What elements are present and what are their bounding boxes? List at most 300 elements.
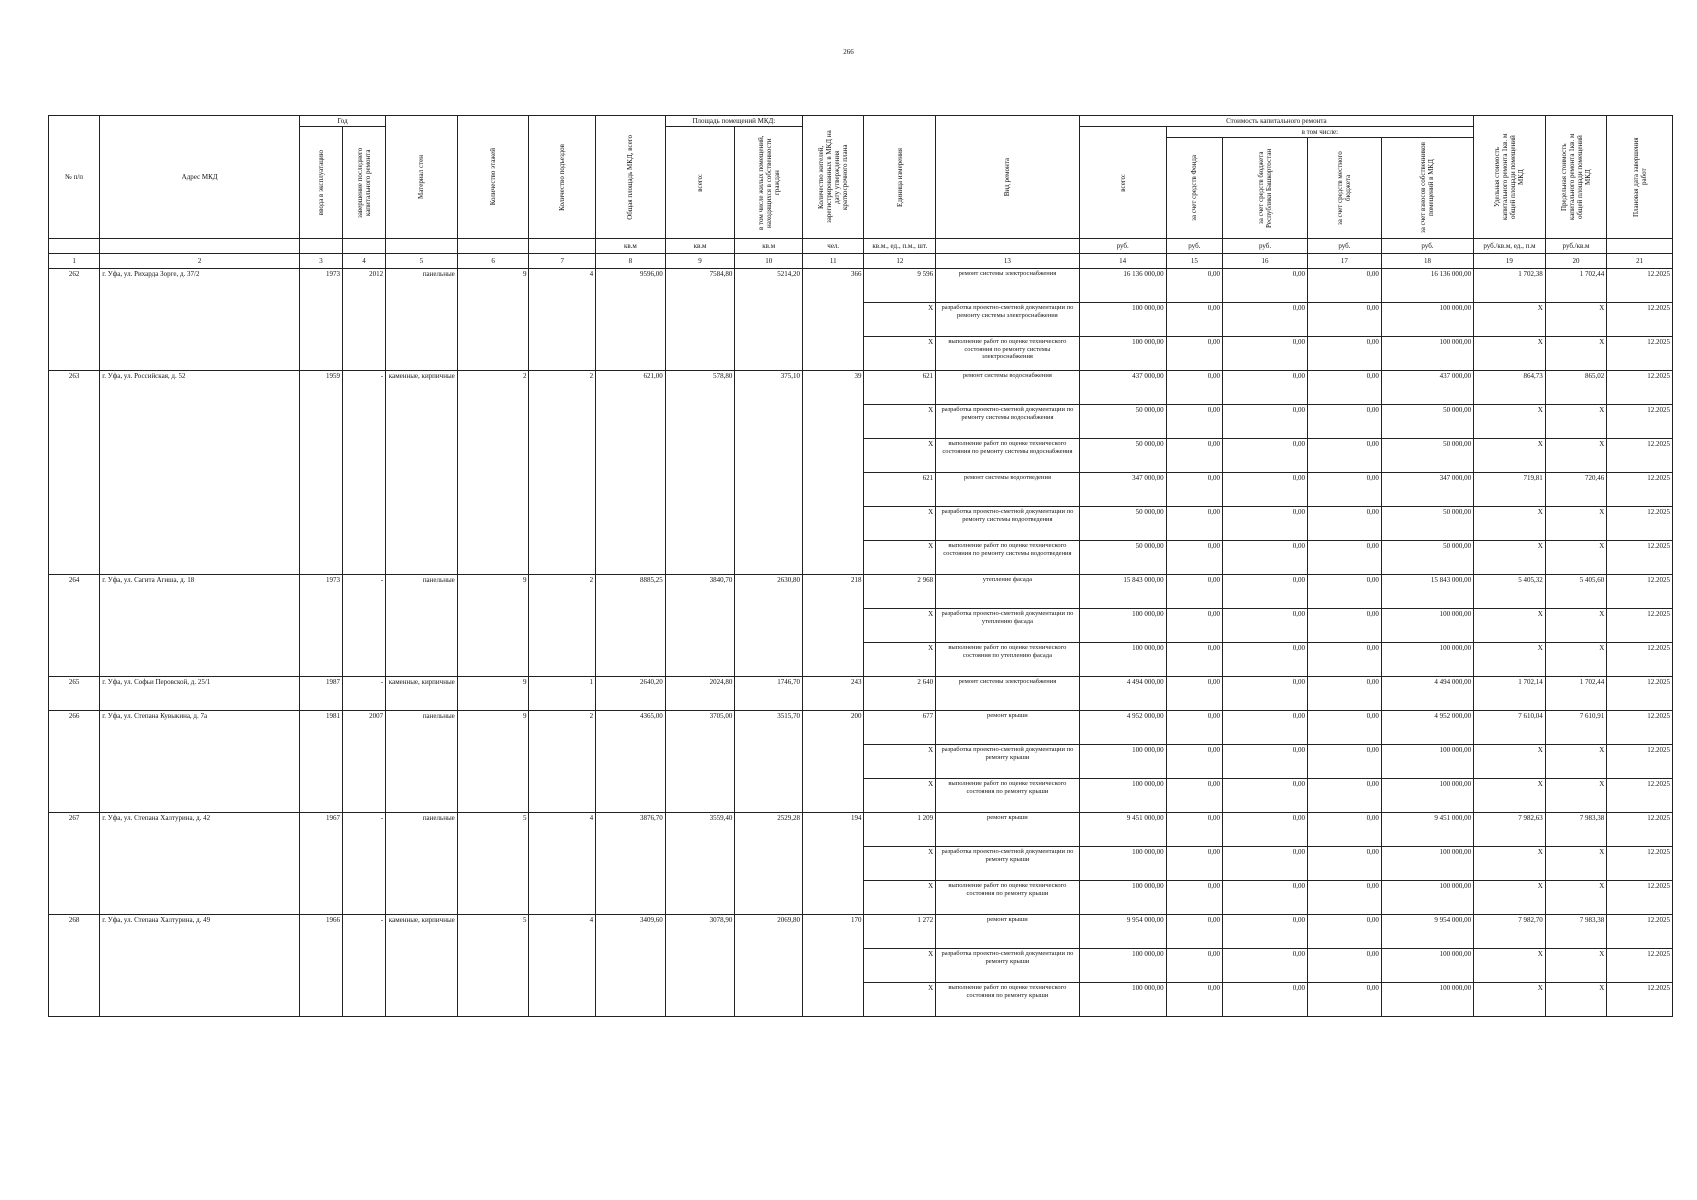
table-row — [49, 269, 1673, 303]
cost-local: 0,00 — [1308, 473, 1382, 507]
column-number-cell: 6 — [457, 254, 529, 269]
cost-fund: 0,00 — [1166, 541, 1222, 575]
quantity: X — [864, 507, 936, 541]
cost-local: 0,00 — [1308, 779, 1382, 813]
limit-cost: X — [1545, 881, 1606, 915]
work-type: выполнение работ по оценке технического состояния по ремонту системы водоснабжения — [936, 439, 1079, 473]
total-area: 4365,00 — [596, 711, 666, 813]
cost-total: 50 000,00 — [1079, 439, 1166, 473]
cost-local: 0,00 — [1308, 371, 1382, 405]
cost-republic: 0,00 — [1223, 405, 1308, 439]
cost-fund: 0,00 — [1166, 609, 1222, 643]
cost-owners: 100 000,00 — [1381, 609, 1473, 643]
private-area: 5214,20 — [735, 269, 803, 371]
planned-date: 12.2025 — [1607, 711, 1673, 745]
private-area: 2529,28 — [735, 813, 803, 915]
unit-cell — [936, 239, 1079, 254]
quantity: X — [864, 643, 936, 677]
work-type: разработка проектно-сметной документации по ремонту системы электроснабжения — [936, 303, 1079, 337]
cost-total: 437 000,00 — [1079, 371, 1166, 405]
cost-owners: 100 000,00 — [1381, 745, 1473, 779]
cost-owners: 50 000,00 — [1381, 541, 1473, 575]
unit-cell: кв.м — [735, 239, 803, 254]
cost-owners: 50 000,00 — [1381, 439, 1473, 473]
limit-cost: 7 983,38 — [1545, 813, 1606, 847]
total-area: 8885,25 — [596, 575, 666, 677]
header-work-type: Вид ремонта — [936, 116, 1079, 239]
work-type: выполнение работ по оценке технического состояния по ремонту крыши — [936, 779, 1079, 813]
floors: 9 — [457, 269, 529, 371]
work-type: разработка проектно-сметной документации по ремонту системы водоснабжения — [936, 405, 1079, 439]
unit-cost: X — [1474, 541, 1546, 575]
page-number: 266 — [843, 48, 854, 56]
limit-cost: X — [1545, 745, 1606, 779]
cost-fund: 0,00 — [1166, 915, 1222, 949]
row-number: 268 — [49, 915, 100, 1017]
quantity: X — [864, 949, 936, 983]
cost-total: 100 000,00 — [1079, 643, 1166, 677]
unit-cost: X — [1474, 405, 1546, 439]
cost-owners: 100 000,00 — [1381, 303, 1473, 337]
column-number-cell: 10 — [735, 254, 803, 269]
cost-republic: 0,00 — [1223, 949, 1308, 983]
cost-fund: 0,00 — [1166, 507, 1222, 541]
cost-republic: 0,00 — [1223, 881, 1308, 915]
unit-cell: руб. — [1308, 239, 1382, 254]
address: г. Уфа, ул. Рихарда Зорге, д. 37/2 — [100, 269, 300, 371]
unit-cell: руб. — [1079, 239, 1166, 254]
unit-cost: X — [1474, 507, 1546, 541]
quantity: X — [864, 541, 936, 575]
unit-cost: X — [1474, 745, 1546, 779]
row-number: 262 — [49, 269, 100, 371]
residents: 194 — [803, 813, 864, 915]
header-address: Адрес МКД — [100, 116, 300, 239]
unit-cost: 7 610,04 — [1474, 711, 1546, 745]
cost-local: 0,00 — [1308, 915, 1382, 949]
cost-fund: 0,00 — [1166, 439, 1222, 473]
column-numbers-row — [49, 254, 1673, 269]
cost-total: 4 952 000,00 — [1079, 711, 1166, 745]
header-residents: Количество жителей, зарегистрированных в МКД на дату утверждения краткосрочного плана — [803, 116, 864, 239]
cost-fund: 0,00 — [1166, 813, 1222, 847]
row-number: 267 — [49, 813, 100, 915]
cost-republic: 0,00 — [1223, 643, 1308, 677]
cost-total: 9 954 000,00 — [1079, 915, 1166, 949]
limit-cost: X — [1545, 983, 1606, 1017]
column-number-cell: 19 — [1474, 254, 1546, 269]
cost-fund: 0,00 — [1166, 473, 1222, 507]
cost-local: 0,00 — [1308, 847, 1382, 881]
unit-cost: 864,73 — [1474, 371, 1546, 405]
work-type: разработка проектно-сметной документации по ремонту крыши — [936, 745, 1079, 779]
planned-date: 12.2025 — [1607, 609, 1673, 643]
cost-local: 0,00 — [1308, 643, 1382, 677]
limit-cost: X — [1545, 541, 1606, 575]
capital-repair-table — [48, 115, 1673, 1017]
unit-cost: 7 982,63 — [1474, 813, 1546, 847]
column-number-cell: 2 — [100, 254, 300, 269]
cost-total: 347 000,00 — [1079, 473, 1166, 507]
header-cost-fund: за счет средств Фонда — [1166, 138, 1222, 239]
cost-owners: 4 494 000,00 — [1381, 677, 1473, 711]
column-number-cell: 1 — [49, 254, 100, 269]
cost-fund: 0,00 — [1166, 337, 1222, 371]
header-year: Год — [300, 116, 386, 127]
private-area: 3515,70 — [735, 711, 803, 813]
wall-material: панельные — [386, 269, 458, 371]
cost-local: 0,00 — [1308, 881, 1382, 915]
cost-fund: 0,00 — [1166, 983, 1222, 1017]
entrances: 4 — [529, 813, 596, 915]
premises-area: 7584,80 — [665, 269, 735, 371]
planned-date: 12.2025 — [1607, 473, 1673, 507]
column-number-cell: 14 — [1079, 254, 1166, 269]
premises-area: 3078,90 — [665, 915, 735, 1017]
row-number: 264 — [49, 575, 100, 677]
unit-cell: чел. — [803, 239, 864, 254]
cost-owners: 16 136 000,00 — [1381, 269, 1473, 303]
year-commission: 1973 — [300, 269, 343, 371]
cost-republic: 0,00 — [1223, 983, 1308, 1017]
entrances: 2 — [529, 371, 596, 575]
year-commission: 1987 — [300, 677, 343, 711]
wall-material: каменные, кирпичные — [386, 915, 458, 1017]
cost-fund: 0,00 — [1166, 745, 1222, 779]
header-cost-republic: за счет средств бюджета Республики Башкортостан — [1223, 138, 1308, 239]
column-number-cell: 20 — [1545, 254, 1606, 269]
limit-cost: X — [1545, 779, 1606, 813]
header-premises-area: Площадь помещений МКД: — [665, 116, 802, 127]
planned-date: 12.2025 — [1607, 745, 1673, 779]
quantity: X — [864, 881, 936, 915]
cost-owners: 100 000,00 — [1381, 847, 1473, 881]
limit-cost: X — [1545, 405, 1606, 439]
private-area: 375,10 — [735, 371, 803, 575]
floors: 2 — [457, 371, 529, 575]
total-area: 2640,20 — [596, 677, 666, 711]
address: г. Уфа, ул. Софьи Перовской, д. 25/1 — [100, 677, 300, 711]
premises-area: 3559,40 — [665, 813, 735, 915]
cost-owners: 100 000,00 — [1381, 983, 1473, 1017]
cost-owners: 9 954 000,00 — [1381, 915, 1473, 949]
cost-local: 0,00 — [1308, 745, 1382, 779]
unit-cell: руб./кв.м — [1545, 239, 1606, 254]
total-area: 621,00 — [596, 371, 666, 575]
total-area: 9596,00 — [596, 269, 666, 371]
cost-republic: 0,00 — [1223, 337, 1308, 371]
unit-cost: X — [1474, 881, 1546, 915]
wall-material: панельные — [386, 711, 458, 813]
cost-total: 100 000,00 — [1079, 337, 1166, 371]
cost-local: 0,00 — [1308, 609, 1382, 643]
cost-owners: 100 000,00 — [1381, 337, 1473, 371]
unit-cost: 1 702,38 — [1474, 269, 1546, 303]
planned-date: 12.2025 — [1607, 949, 1673, 983]
cost-republic: 0,00 — [1223, 575, 1308, 609]
unit-cost: X — [1474, 303, 1546, 337]
work-type: разработка проектно-сметной документации по утеплению фасада — [936, 609, 1079, 643]
cost-total: 15 843 000,00 — [1079, 575, 1166, 609]
address: г. Уфа, ул. Сагита Агиша, д. 18 — [100, 575, 300, 677]
header-floors: Количество этажей — [457, 116, 529, 239]
column-number-cell: 13 — [936, 254, 1079, 269]
planned-date: 12.2025 — [1607, 439, 1673, 473]
cost-owners: 100 000,00 — [1381, 643, 1473, 677]
limit-cost: 1 702,44 — [1545, 677, 1606, 711]
cost-local: 0,00 — [1308, 711, 1382, 745]
table-row — [49, 575, 1673, 609]
column-number-cell: 15 — [1166, 254, 1222, 269]
cost-total: 4 494 000,00 — [1079, 677, 1166, 711]
cost-fund: 0,00 — [1166, 575, 1222, 609]
column-number-cell: 17 — [1308, 254, 1382, 269]
unit-cell — [300, 239, 343, 254]
private-area: 2630,80 — [735, 575, 803, 677]
entrances: 2 — [529, 575, 596, 677]
cost-total: 50 000,00 — [1079, 405, 1166, 439]
residents: 243 — [803, 677, 864, 711]
cost-republic: 0,00 — [1223, 371, 1308, 405]
cost-local: 0,00 — [1308, 269, 1382, 303]
row-number: 265 — [49, 677, 100, 711]
cost-total: 100 000,00 — [1079, 881, 1166, 915]
floors: 5 — [457, 813, 529, 915]
planned-date: 12.2025 — [1607, 983, 1673, 1017]
unit-cell — [1607, 239, 1673, 254]
address: г. Уфа, ул. Степана Халтурина, д. 49 — [100, 915, 300, 1017]
header-total-area: Общая площадь МКД, всего — [596, 116, 666, 239]
quantity: 1 209 — [864, 813, 936, 847]
wall-material: каменные, кирпичные — [386, 371, 458, 575]
residents: 366 — [803, 269, 864, 371]
cost-local: 0,00 — [1308, 439, 1382, 473]
cost-fund: 0,00 — [1166, 847, 1222, 881]
limit-cost: 7 983,38 — [1545, 915, 1606, 949]
table-row — [49, 915, 1673, 949]
cost-owners: 100 000,00 — [1381, 779, 1473, 813]
wall-material: каменные, кирпичные — [386, 677, 458, 711]
cost-total: 100 000,00 — [1079, 847, 1166, 881]
cost-owners: 9 451 000,00 — [1381, 813, 1473, 847]
cost-fund: 0,00 — [1166, 371, 1222, 405]
cost-total: 50 000,00 — [1079, 507, 1166, 541]
header-limit-cost: Предельная стоимость капитального ремонта 1кв. м общей площади помещений МКД — [1545, 116, 1606, 239]
year-last-repair: - — [343, 371, 386, 575]
work-type: ремонт системы водоотведения — [936, 473, 1079, 507]
unit-cost: X — [1474, 609, 1546, 643]
private-area: 1746,70 — [735, 677, 803, 711]
cost-republic: 0,00 — [1223, 541, 1308, 575]
premises-area: 2024,80 — [665, 677, 735, 711]
planned-date: 12.2025 — [1607, 779, 1673, 813]
work-type: разработка проектно-сметной документации по ремонту крыши — [936, 847, 1079, 881]
limit-cost: X — [1545, 643, 1606, 677]
quantity: X — [864, 983, 936, 1017]
header-unit: Единица измерения — [864, 116, 936, 239]
header-premises-private: в том числе жилых помещений, находящихся в собственности граждан — [735, 127, 803, 239]
table-row — [49, 371, 1673, 405]
work-type: ремонт крыши — [936, 711, 1079, 745]
unit-cost: 1 702,14 — [1474, 677, 1546, 711]
residents: 218 — [803, 575, 864, 677]
unit-cost: X — [1474, 439, 1546, 473]
header-cost-total: всего: — [1079, 127, 1166, 239]
planned-date: 12.2025 — [1607, 915, 1673, 949]
planned-date: 12.2025 — [1607, 371, 1673, 405]
cost-total: 100 000,00 — [1079, 303, 1166, 337]
planned-date: 12.2025 — [1607, 269, 1673, 303]
residents: 39 — [803, 371, 864, 575]
limit-cost: X — [1545, 337, 1606, 371]
column-number-cell: 9 — [665, 254, 735, 269]
work-type: ремонт крыши — [936, 915, 1079, 949]
limit-cost: X — [1545, 949, 1606, 983]
address: г. Уфа, ул. Степана Кувыкина, д. 7а — [100, 711, 300, 813]
table-body — [49, 269, 1673, 1017]
cost-owners: 100 000,00 — [1381, 881, 1473, 915]
cost-local: 0,00 — [1308, 677, 1382, 711]
limit-cost: 1 702,44 — [1545, 269, 1606, 303]
unit-cell — [343, 239, 386, 254]
header-wall-material: Материал стен — [386, 116, 458, 239]
year-commission: 1967 — [300, 813, 343, 915]
limit-cost: 865,02 — [1545, 371, 1606, 405]
quantity: 9 596 — [864, 269, 936, 303]
cost-owners: 4 952 000,00 — [1381, 711, 1473, 745]
header-entrances: Количество подъездов — [529, 116, 596, 239]
year-last-repair: 2007 — [343, 711, 386, 813]
header-cost-owners: за счет взносов собственников помещений в МКД — [1381, 138, 1473, 239]
cost-republic: 0,00 — [1223, 779, 1308, 813]
quantity: X — [864, 439, 936, 473]
cost-local: 0,00 — [1308, 813, 1382, 847]
cost-fund: 0,00 — [1166, 303, 1222, 337]
unit-cell — [529, 239, 596, 254]
cost-total: 100 000,00 — [1079, 745, 1166, 779]
planned-date: 12.2025 — [1607, 575, 1673, 609]
limit-cost: 5 405,60 — [1545, 575, 1606, 609]
quantity: X — [864, 303, 936, 337]
unit-cost: X — [1474, 847, 1546, 881]
cost-republic: 0,00 — [1223, 915, 1308, 949]
quantity: X — [864, 745, 936, 779]
planned-date: 12.2025 — [1607, 507, 1673, 541]
table-row — [49, 711, 1673, 745]
quantity: 621 — [864, 473, 936, 507]
unit-cell: кв.м — [665, 239, 735, 254]
table-row — [49, 677, 1673, 711]
cost-fund: 0,00 — [1166, 711, 1222, 745]
unit-cell — [386, 239, 458, 254]
limit-cost: X — [1545, 847, 1606, 881]
row-number: 263 — [49, 371, 100, 575]
cost-fund: 0,00 — [1166, 405, 1222, 439]
residents: 170 — [803, 915, 864, 1017]
limit-cost: 720,46 — [1545, 473, 1606, 507]
cost-republic: 0,00 — [1223, 677, 1308, 711]
cost-local: 0,00 — [1308, 507, 1382, 541]
cost-owners: 50 000,00 — [1381, 507, 1473, 541]
header-no: № п/п — [49, 116, 100, 239]
unit-cost: X — [1474, 337, 1546, 371]
cost-republic: 0,00 — [1223, 609, 1308, 643]
total-area: 3876,70 — [596, 813, 666, 915]
header-cost-local: за счет средств местного бюджета — [1308, 138, 1382, 239]
year-last-repair: - — [343, 813, 386, 915]
header-premises-total: всего: — [665, 127, 735, 239]
cost-fund: 0,00 — [1166, 949, 1222, 983]
floors: 9 — [457, 677, 529, 711]
cost-republic: 0,00 — [1223, 711, 1308, 745]
work-type: выполнение работ по оценке технического состояния по ремонту крыши — [936, 881, 1079, 915]
cost-republic: 0,00 — [1223, 847, 1308, 881]
limit-cost: X — [1545, 439, 1606, 473]
planned-date: 12.2025 — [1607, 303, 1673, 337]
header-year-commission: ввода в эксплуатацию — [300, 127, 343, 239]
cost-total: 16 136 000,00 — [1079, 269, 1166, 303]
header-unit-cost: Удельная стоимость капитального ремонта 1кв. м общей площади помещений МКД — [1474, 116, 1546, 239]
column-number-cell: 7 — [529, 254, 596, 269]
unit-cell — [49, 239, 100, 254]
year-last-repair: - — [343, 575, 386, 677]
column-number-cell: 21 — [1607, 254, 1673, 269]
cost-republic: 0,00 — [1223, 439, 1308, 473]
cost-total: 100 000,00 — [1079, 983, 1166, 1017]
planned-date: 12.2025 — [1607, 405, 1673, 439]
premises-area: 578,80 — [665, 371, 735, 575]
cost-fund: 0,00 — [1166, 881, 1222, 915]
work-type: выполнение работ по оценке технического состояния по ремонту системы водоотведения — [936, 541, 1079, 575]
unit-cost: X — [1474, 643, 1546, 677]
unit-cell: руб. — [1223, 239, 1308, 254]
work-type: ремонт крыши — [936, 813, 1079, 847]
table-row — [49, 813, 1673, 847]
column-number-cell: 12 — [864, 254, 936, 269]
planned-date: 12.2025 — [1607, 847, 1673, 881]
header-planned-date: Плановая дата завершения работ — [1607, 116, 1673, 239]
cost-total: 100 000,00 — [1079, 949, 1166, 983]
unit-cell: руб./кв.м, ед., п.м — [1474, 239, 1546, 254]
unit-cost: X — [1474, 779, 1546, 813]
entrances: 4 — [529, 915, 596, 1017]
unit-cell: кв.м — [596, 239, 666, 254]
work-type: ремонт системы электроснабжения — [936, 677, 1079, 711]
quantity: 2 640 — [864, 677, 936, 711]
work-type: выполнение работ по оценке технического состояния по ремонту крыши — [936, 983, 1079, 1017]
cost-fund: 0,00 — [1166, 643, 1222, 677]
quantity: 2 968 — [864, 575, 936, 609]
year-last-repair: - — [343, 677, 386, 711]
premises-area: 3705,00 — [665, 711, 735, 813]
row-number: 266 — [49, 711, 100, 813]
limit-cost: X — [1545, 303, 1606, 337]
unit-cost: 719,81 — [1474, 473, 1546, 507]
planned-date: 12.2025 — [1607, 643, 1673, 677]
cost-owners: 437 000,00 — [1381, 371, 1473, 405]
cost-fund: 0,00 — [1166, 779, 1222, 813]
entrances: 2 — [529, 711, 596, 813]
wall-material: панельные — [386, 813, 458, 915]
cost-owners: 50 000,00 — [1381, 405, 1473, 439]
private-area: 2069,80 — [735, 915, 803, 1017]
cost-republic: 0,00 — [1223, 473, 1308, 507]
quantity: X — [864, 609, 936, 643]
unit-cell: руб. — [1381, 239, 1473, 254]
unit-cost: 5 405,32 — [1474, 575, 1546, 609]
year-commission: 1966 — [300, 915, 343, 1017]
address: г. Уфа, ул. Российская, д. 52 — [100, 371, 300, 575]
